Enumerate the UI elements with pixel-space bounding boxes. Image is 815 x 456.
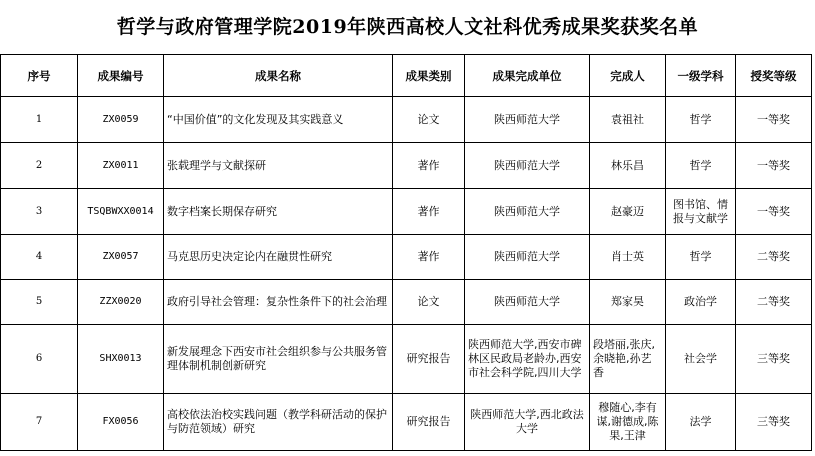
header-name: 成果名称: [164, 55, 393, 97]
cell-unit: 陕西师范大学,西北政法大学: [465, 394, 590, 451]
cell-unit: 陕西师范大学: [465, 97, 590, 143]
cell-author: 穆随心,李有谋,谢德成,陈果,王津: [590, 394, 666, 451]
header-type: 成果类别: [393, 55, 465, 97]
cell-discipline: 哲学: [666, 235, 736, 280]
cell-unit: 陕西师范大学: [465, 189, 590, 235]
cell-no: 5: [1, 280, 78, 325]
cell-author: 袁祖社: [590, 97, 666, 143]
cell-discipline: 哲学: [666, 97, 736, 143]
header-code: 成果编号: [78, 55, 164, 97]
cell-code: ZX0011: [78, 143, 164, 189]
cell-code: ZX0059: [78, 97, 164, 143]
cell-name: 政府引导社会管理：复杂性条件下的社会治理: [164, 280, 393, 325]
cell-name: 新发展理念下西安市社会组织参与公共服务管理体制机制创新研究: [164, 325, 393, 394]
table-row: [1, 235, 812, 280]
cell-author: 郑家昊: [590, 280, 666, 325]
cell-no: 1: [1, 97, 78, 143]
cell-type: 研究报告: [393, 325, 465, 394]
header-no: 序号: [1, 55, 78, 97]
header-author: 完成人: [590, 55, 666, 97]
cell-name: 张载理学与文献探研: [164, 143, 393, 189]
cell-name: 高校依法治校实践问题（教学科研活动的保护与防范领域）研究: [164, 394, 393, 451]
cell-author: 肖士英: [590, 235, 666, 280]
cell-award: 一等奖: [736, 143, 812, 189]
cell-name: 马克思历史决定论内在融贯性研究: [164, 235, 393, 280]
cell-discipline: 法学: [666, 394, 736, 451]
cell-unit: 陕西师范大学: [465, 143, 590, 189]
table-row: [1, 143, 812, 189]
table-row: [1, 325, 812, 394]
cell-author: 赵豪迈: [590, 189, 666, 235]
cell-name: “中国价值”的文化发现及其实践意义: [164, 97, 393, 143]
table-header-row: [1, 55, 812, 97]
cell-no: 7: [1, 394, 78, 451]
cell-award: 一等奖: [736, 97, 812, 143]
cell-unit: 陕西师范大学,西安市碑林区民政局老龄办,西安市社会科学院,四川大学: [465, 325, 590, 394]
header-unit: 成果完成单位: [465, 55, 590, 97]
cell-no: 6: [1, 325, 78, 394]
cell-type: 论文: [393, 280, 465, 325]
table-row: [1, 97, 812, 143]
cell-discipline: 社会学: [666, 325, 736, 394]
cell-code: TSQBWXX0014: [78, 189, 164, 235]
cell-author: 段塔丽,张庆,余晓艳,孙艺香: [590, 325, 666, 394]
cell-code: ZZX0020: [78, 280, 164, 325]
cell-award: 一等奖: [736, 189, 812, 235]
cell-no: 2: [1, 143, 78, 189]
cell-code: SHX0013: [78, 325, 164, 394]
cell-no: 3: [1, 189, 78, 235]
header-discipline: 一级学科: [666, 55, 736, 97]
cell-award: 二等奖: [736, 280, 812, 325]
cell-award: 三等奖: [736, 394, 812, 451]
header-award: 授奖等级: [736, 55, 812, 97]
table-row: [1, 189, 812, 235]
cell-award: 二等奖: [736, 235, 812, 280]
cell-award: 三等奖: [736, 325, 812, 394]
table-row: [1, 394, 812, 451]
table-row: [1, 280, 812, 325]
cell-code: ZX0057: [78, 235, 164, 280]
cell-code: FX0056: [78, 394, 164, 451]
cell-unit: 陕西师范大学: [465, 235, 590, 280]
cell-author: 林乐昌: [590, 143, 666, 189]
cell-discipline: 哲学: [666, 143, 736, 189]
cell-discipline: 政治学: [666, 280, 736, 325]
cell-type: 研究报告: [393, 394, 465, 451]
page-title: 哲学与政府管理学院2019年陕西高校人文社科优秀成果奖获奖名单: [0, 0, 815, 52]
cell-name: 数字档案长期保存研究: [164, 189, 393, 235]
cell-unit: 陕西师范大学: [465, 280, 590, 325]
cell-discipline: 图书馆、情报与文献学: [666, 189, 736, 235]
cell-type: 著作: [393, 143, 465, 189]
cell-type: 著作: [393, 235, 465, 280]
cell-type: 论文: [393, 97, 465, 143]
cell-type: 著作: [393, 189, 465, 235]
cell-no: 4: [1, 235, 78, 280]
award-table: [0, 54, 812, 451]
